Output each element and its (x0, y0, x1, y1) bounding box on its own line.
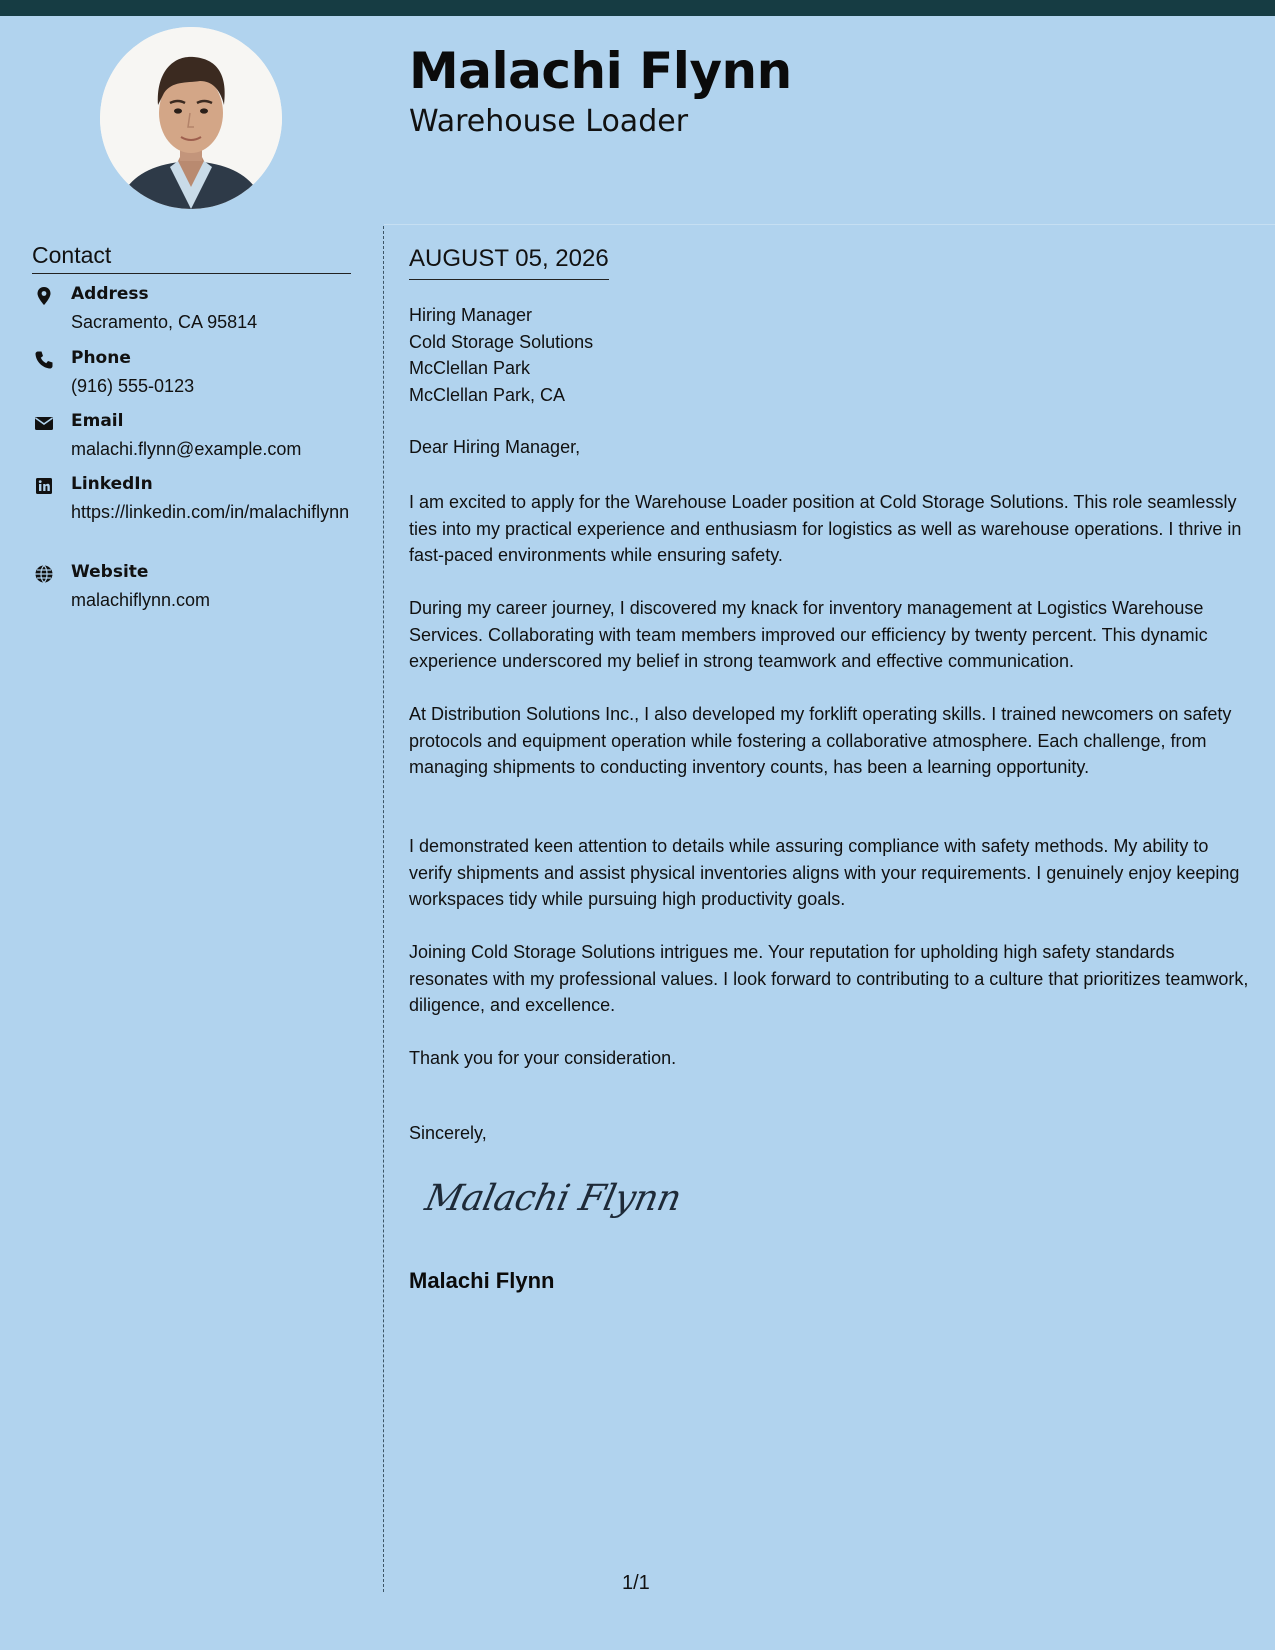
contact-label: Phone (71, 348, 131, 368)
globe-icon (34, 564, 54, 584)
contact-label: Email (71, 411, 124, 431)
recipient-line: McClellan Park (409, 358, 531, 378)
top-accent-bar (0, 0, 1275, 16)
body-paragraph: I demonstrated keen attention to details while assuring compliance with safety methods. My ability to verify shipments and assist physical inventories aligns with your requirements. I genuinely enjoy keeping workspaces tidy while pursuing high productivity goals. (409, 836, 1240, 909)
job-title: Warehouse Loader (409, 104, 689, 139)
applicant-name: Malachi Flynn (409, 42, 792, 100)
body-paragraph: Thank you for your consideration. (409, 1048, 677, 1068)
contact-label: LinkedIn (71, 474, 153, 494)
profile-photo (100, 27, 282, 209)
closing: Sincerely, (409, 1123, 487, 1143)
recipient-block (409, 302, 593, 408)
handwritten-signature: Malachi Flynn (421, 1178, 685, 1219)
signed-name: Malachi Flynn (409, 1268, 555, 1293)
page-number: 1/1 (622, 1572, 650, 1594)
recipient-line: McClellan Park, CA (409, 384, 566, 405)
contact-value: malachi.flynn@example.com (71, 439, 302, 459)
linkedin-link[interactable]: https://linkedin.com/in/malachiflynn (71, 502, 350, 522)
envelope-icon (34, 413, 54, 433)
contact-value: (916) 555-0123 (71, 376, 195, 396)
recipient-line: Cold Storage Solutions (409, 331, 594, 352)
portrait-image (100, 27, 282, 209)
location-pin-icon (34, 286, 54, 306)
phone-icon (34, 350, 54, 370)
contact-label: Address (71, 284, 149, 304)
contact-heading: Contact (32, 242, 351, 274)
column-divider (383, 226, 384, 1592)
contact-value: Sacramento, CA 95814 (71, 312, 258, 332)
body-paragraph: Joining Cold Storage Solutions intrigues me. Your reputation for upholding high safety standards resonates with my professional values. I look forward to contributing to a culture that prioritizes teamwork, diligence, and excellence. (409, 942, 1249, 1015)
salutation: Dear Hiring Manager, (409, 437, 581, 457)
body-paragraph: At Distribution Solutions Inc., I also developed my forklift operating skills. I trained newcomers on safety protocols and equipment operation while fostering a collaborative atmosphere. Each challenge, from managing shipments to conducting inventory counts, has been a learning opportunity. (409, 704, 1232, 777)
letter-date: AUGUST 05, 2026 (409, 245, 609, 280)
body-paragraph: I am excited to apply for the Warehouse Loader position at Cold Storage Solutions. This role seamlessly ties into my practical experience and enthusiasm for logistics as well as warehouse operations. I thrive in fast-paced environments while ensuring safety. (409, 492, 1242, 565)
contact-label: Website (71, 562, 149, 582)
recipient-line: Hiring Manager (409, 305, 533, 325)
linkedin-icon (34, 476, 54, 496)
body-paragraph: During my career journey, I discovered my knack for inventory management at Logistics Warehouse Services. Collaborating with team members improved our efficiency by twenty percent. This dynamic experience underscored my belief in strong teamwork and effective communication. (409, 598, 1208, 671)
website-link[interactable]: malachiflynn.com (71, 590, 211, 610)
header-divider (384, 224, 1275, 225)
